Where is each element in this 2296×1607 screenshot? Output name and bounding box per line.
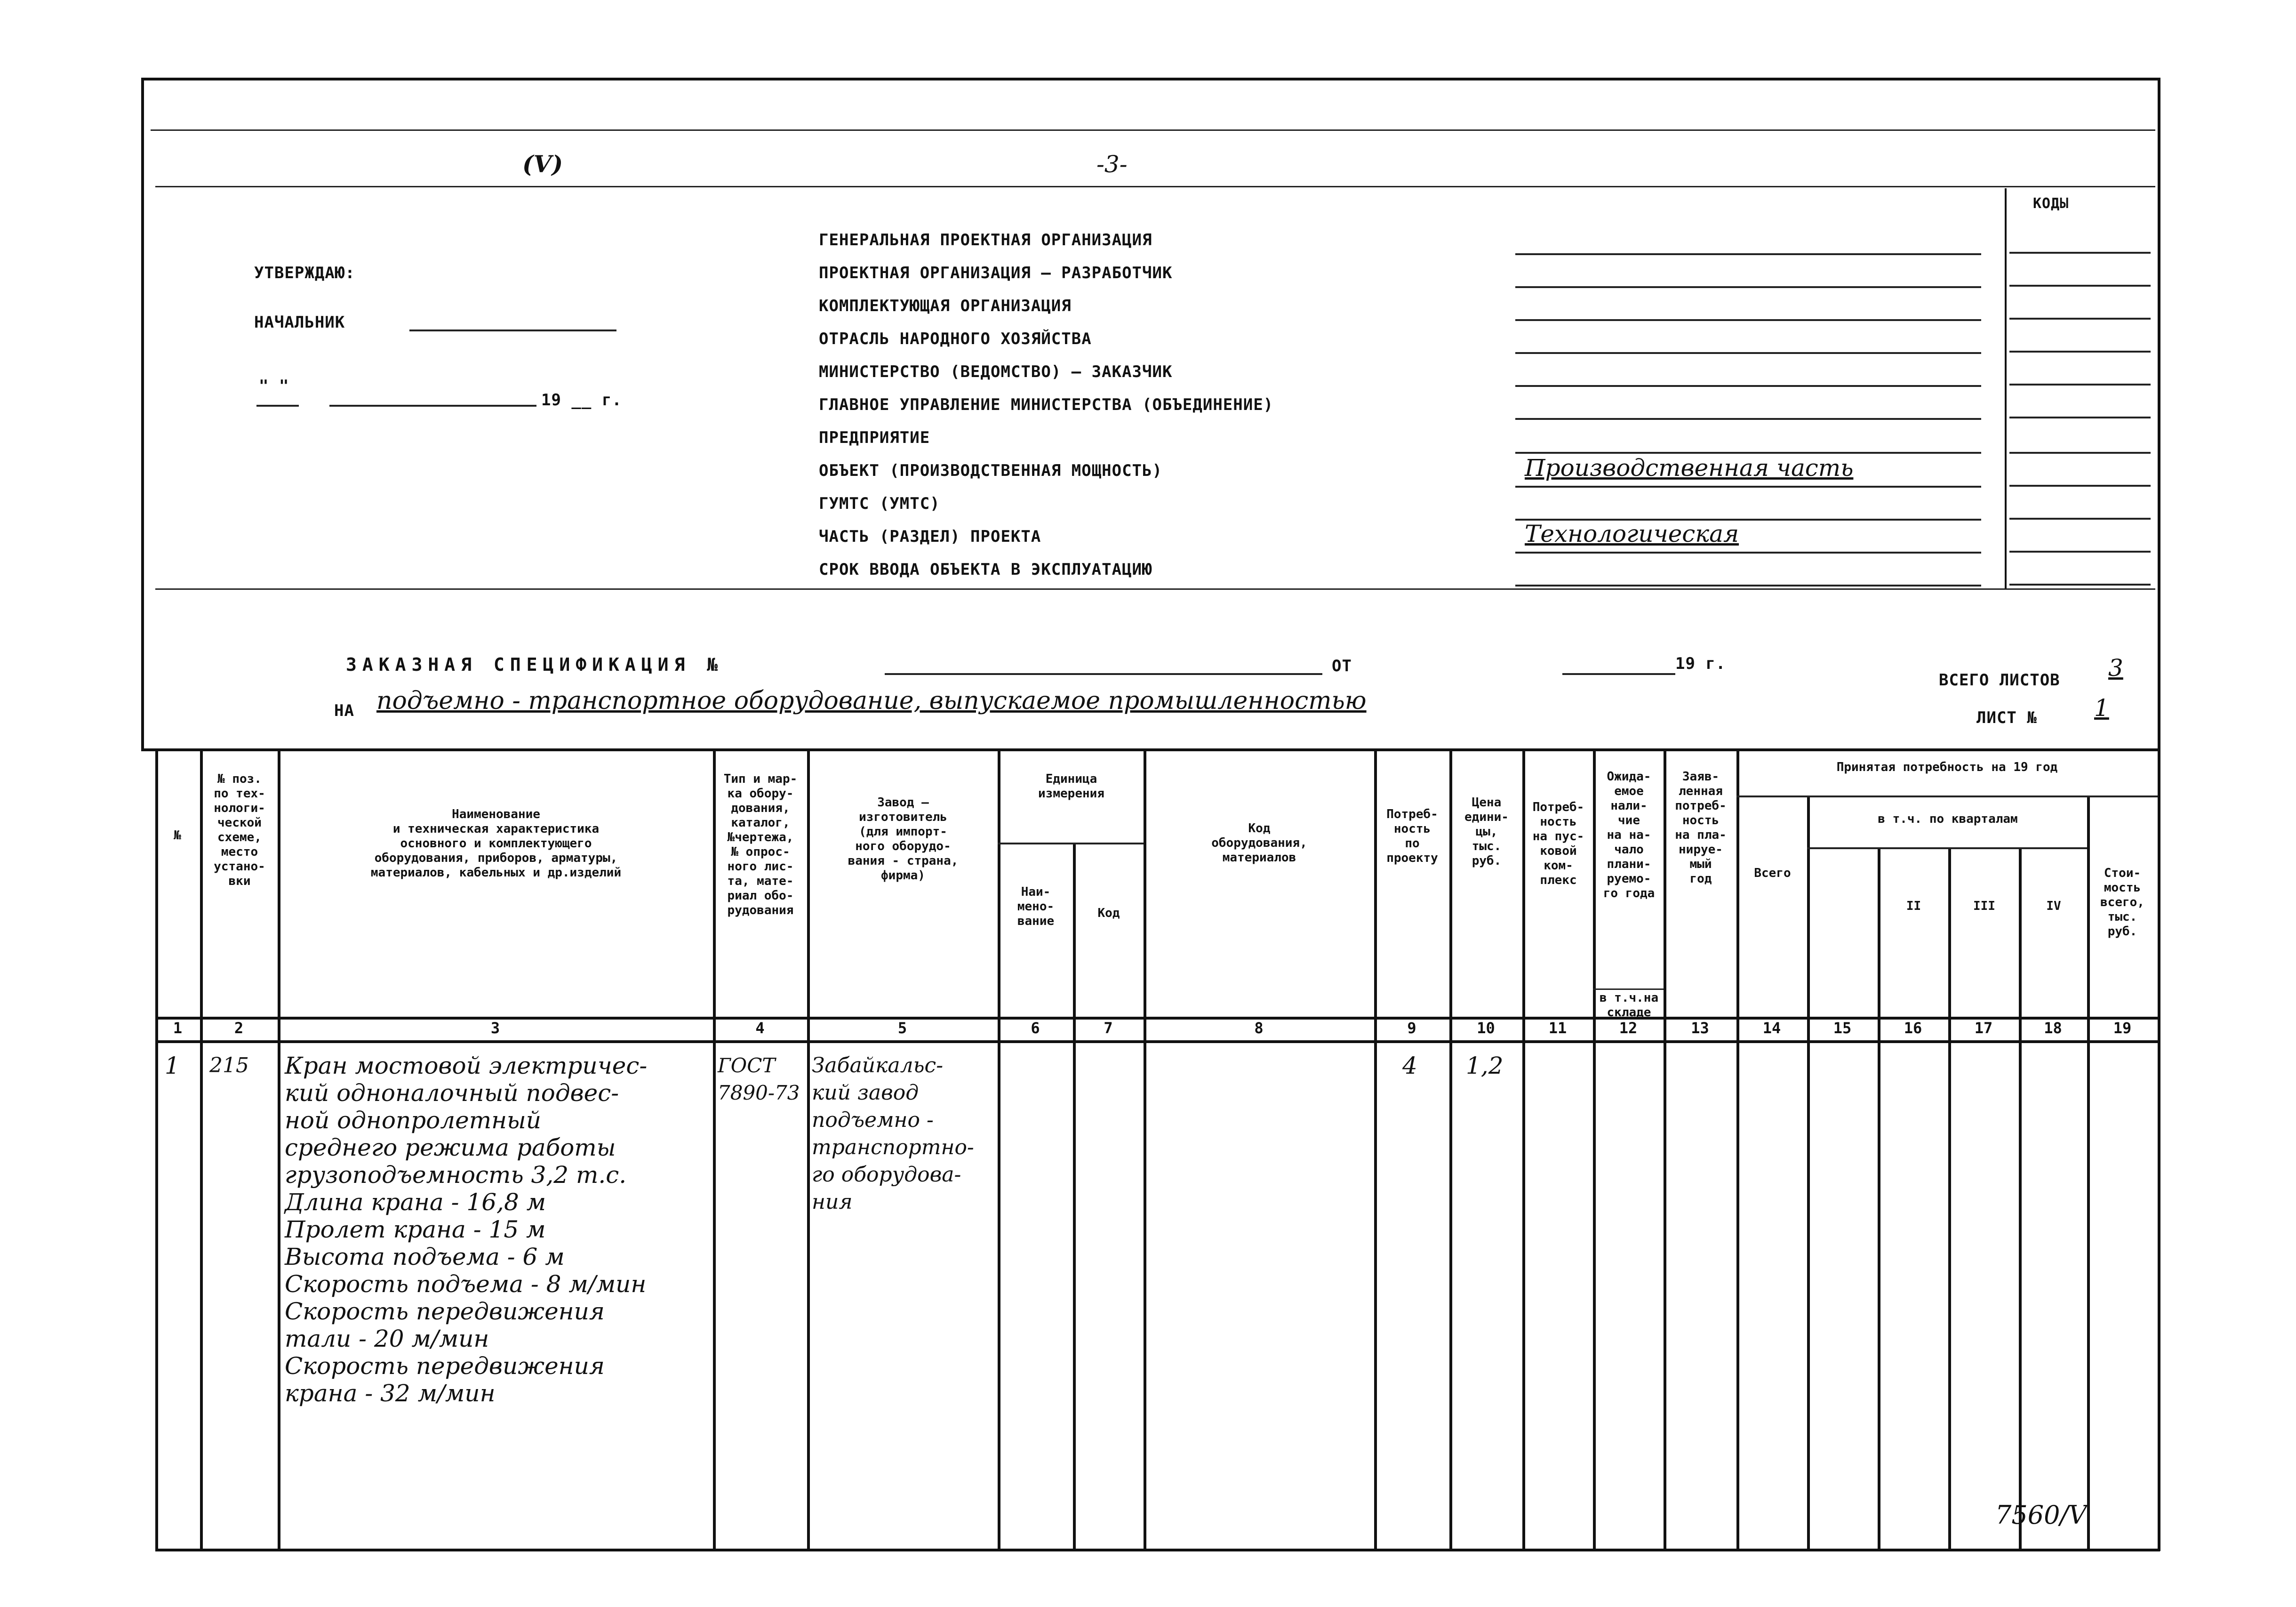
document-stamp: 7560/V	[1995, 1500, 2087, 1530]
column-number: 13	[1691, 1019, 1709, 1037]
org-field-label: ГЛАВНОЕ УПРАВЛЕНИЕ МИНИСТЕРСТВА (ОБЪЕДИНЕНИЕ)	[819, 395, 1274, 414]
cell-line: Длина крана - 16,8 м	[285, 1189, 546, 1216]
codes-label: КОДЫ	[2033, 195, 2069, 212]
col-header-3: Наименование и техническая характеристика основного и комплектующего оборудования, приборов, арматуры, материалов, кабельных и др.изделий	[370, 807, 622, 880]
column-number: 18	[2044, 1019, 2062, 1037]
column-number: 7	[1104, 1019, 1113, 1037]
row-name	[285, 1052, 708, 1407]
col-header-4: Тип и мар- ка обору- дования, каталог, №чертежа, № опрос- ного лис- та, мате- риал обо- рудования	[723, 772, 798, 917]
cell-line: Скорость подъема - 8 м/мин	[285, 1270, 647, 1298]
org-field-label: КОМПЛЕКТУЮЩАЯ ОРГАНИЗАЦИЯ	[819, 297, 1072, 315]
column-number: 9	[1407, 1019, 1416, 1037]
cell-line: Забайкальс-	[812, 1053, 944, 1077]
spec-subject: подъемно - транспортное оборудование, выпускаемое промышленностью	[376, 687, 1367, 715]
column-number: 6	[1031, 1019, 1040, 1037]
column-number: 1	[173, 1019, 183, 1037]
row-pos: 215	[209, 1053, 249, 1077]
cell-line: кий завод	[812, 1081, 919, 1105]
org-field-label: ОТРАСЛЬ НАРОДНОГО ХОЗЯЙСТВА	[819, 329, 1092, 348]
quarter-label: IV	[2046, 899, 2061, 913]
cell-line: кий одноналочный подвес-	[285, 1079, 619, 1107]
row-qty: 4	[1402, 1052, 1417, 1079]
column-number: 10	[1477, 1019, 1495, 1037]
sheet-value: 1	[2094, 694, 2109, 722]
cell-line: ГОСТ	[718, 1054, 776, 1077]
date-quote: " "	[259, 377, 289, 395]
col-header-2: № поз. по тех- нологи- ческой схеме, место устано- вки	[214, 772, 265, 888]
org-field-label: ЧАСТЬ (РАЗДЕЛ) ПРОЕКТА	[819, 527, 1041, 546]
total-sheets-label: ВСЕГО ЛИСТОВ	[1939, 671, 2060, 690]
org-field-label: СРОК ВВОДА ОБЪЕКТА В ЭКСПЛУАТАЦИЮ	[819, 560, 1152, 579]
approve-year: 19 __ г.	[541, 391, 622, 410]
org-field-label: ПРОЕКТНАЯ ОРГАНИЗАЦИЯ – РАЗРАБОТЧИК	[819, 264, 1173, 282]
col-header-14: Всего	[1754, 866, 1791, 880]
row-price: 1,2	[1466, 1052, 1504, 1079]
cell-line: 7890-73	[718, 1081, 800, 1104]
chief-label: НАЧАЛЬНИК	[254, 313, 345, 332]
column-number: 17	[1974, 1019, 1993, 1037]
cell-line: го оборудова-	[812, 1163, 961, 1187]
unit-group-header: Единица измерения	[1038, 772, 1104, 801]
column-number: 8	[1254, 1019, 1264, 1037]
org-field-label: МИНИСТЕРСТВО (ВЕДОМСТВО) – ЗАКАЗЧИК	[819, 362, 1173, 381]
quarter-label: III	[1973, 899, 1995, 913]
quarter-group-header: в т.ч. по кварталам	[1878, 812, 2018, 826]
total-sheets-value: 3	[2108, 654, 2123, 682]
col-header-12b: в т.ч.на складе	[1599, 991, 1659, 1020]
on-label: НА	[334, 701, 354, 720]
spec-year: 19 г.	[1675, 654, 1726, 673]
cell-line: ния	[812, 1190, 853, 1214]
need-group-header: Принятая потребность на 19 год	[1836, 760, 2058, 774]
cell-line: крана - 32 м/мин	[285, 1380, 496, 1407]
cell-line: Скорость передвижения	[285, 1298, 605, 1325]
cell-line: Скорость передвижения	[285, 1352, 605, 1380]
cell-line: грузоподъемность 3,2 т.с.	[285, 1161, 627, 1189]
col-header-10: Цена едини- цы, тыс. руб.	[1464, 795, 1509, 868]
approve-label: УТВЕРЖДАЮ:	[254, 264, 355, 282]
col-header-7: Код	[1097, 906, 1120, 920]
sheet-label: ЛИСТ №	[1976, 708, 2037, 727]
col-header-9: Потреб- ность по проекту	[1386, 807, 1438, 865]
cell-line: подъемно -	[812, 1108, 934, 1132]
mark-left: (V)	[522, 150, 563, 178]
column-number: 2	[234, 1019, 244, 1037]
column-number: 15	[1833, 1019, 1852, 1037]
column-number: 4	[755, 1019, 765, 1037]
column-number: 11	[1548, 1019, 1567, 1037]
page-mark: -3-	[1096, 151, 1128, 178]
row-num: 1	[165, 1052, 180, 1079]
quarter-label: II	[1906, 899, 1921, 913]
col-header-1: №	[174, 828, 181, 843]
org-field-label: ГУМТС (УМТС)	[819, 494, 940, 513]
cell-line: тали - 20 м/мин	[285, 1325, 489, 1352]
col-header-11: Потреб- ность на пус- ковой ком- плекс	[1532, 800, 1584, 887]
cell-line: транспортно-	[812, 1135, 974, 1159]
part-value: Технологическая	[1525, 520, 1739, 547]
cell-line: Высота подъема - 6 м	[285, 1243, 565, 1270]
column-number: 12	[1619, 1019, 1638, 1037]
spec-title: ЗАКАЗНАЯ СПЕЦИФИКАЦИЯ №	[346, 654, 724, 675]
col-header-13: Заяв- ленная потреб- ность на пла- нируе- мый год	[1675, 770, 1727, 886]
org-field-label: ГЕНЕРАЛЬНАЯ ПРОЕКТНАЯ ОРГАНИЗАЦИЯ	[819, 231, 1152, 249]
row-maker	[812, 1052, 995, 1216]
col-header-5: Завод – изготовитель (для импорт- ного оборудо- вания - страна, фирма)	[848, 795, 959, 883]
row-type	[718, 1052, 805, 1107]
column-number: 19	[2113, 1019, 2132, 1037]
org-field-label: ПРЕДПРИЯТИЕ	[819, 428, 930, 447]
spec-from: ОТ	[1332, 657, 1352, 675]
col-header-8: Код оборудования, материалов	[1211, 821, 1307, 865]
column-number: 16	[1904, 1019, 1922, 1037]
column-number: 14	[1762, 1019, 1781, 1037]
column-number: 3	[490, 1019, 500, 1037]
cell-line: среднего режима работы	[285, 1134, 616, 1161]
cell-line: ной однопролетный	[285, 1107, 541, 1134]
cell-line: Кран мостовой электричес-	[285, 1052, 648, 1079]
org-field-label: ОБЪЕКТ (ПРОИЗВОДСТВЕННАЯ МОЩНОСТЬ)	[819, 461, 1162, 480]
cell-line: Пролет крана - 15 м	[285, 1216, 546, 1243]
col-header-19: Стои- мость всего, тыс. руб.	[2100, 866, 2144, 939]
column-number: 5	[897, 1019, 907, 1037]
col-header-6: Наи- мено- вание	[1017, 885, 1055, 928]
object-value: Производственная часть	[1525, 454, 1854, 482]
col-header-12: Ожида- емое нали- чие на на- чало плани- руемо- го года	[1603, 770, 1655, 900]
